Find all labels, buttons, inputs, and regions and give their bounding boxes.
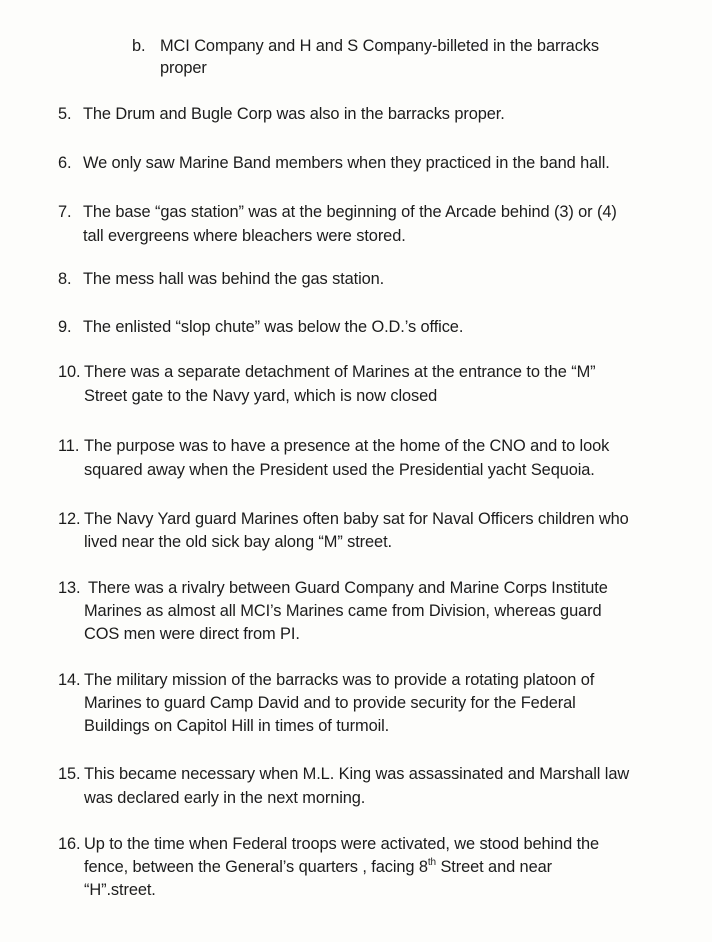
item-number: 8. <box>58 270 72 288</box>
item-line: There was a rivalry between Guard Company and Marine Corps Institute <box>88 579 608 597</box>
item-line: The military mission of the barracks was to provide a rotating platoon of <box>84 671 595 689</box>
item-line: COS men were direct from PI. <box>84 625 300 643</box>
item-number: 16. <box>58 835 81 853</box>
item-number: 15. <box>58 765 81 783</box>
item-line-tail: Street and near <box>436 858 552 876</box>
item-line: MCI Company and H and S Company-billeted in the barracks <box>160 37 599 55</box>
item-line: “H”.street. <box>84 881 156 899</box>
item-number: 10. <box>58 363 81 381</box>
item-number: 13. <box>58 579 81 597</box>
item-line: The Navy Yard guard Marines often baby sat for Naval Officers children who <box>84 510 629 528</box>
item-line: This became necessary when M.L. King was assassinated and Marshall law <box>84 765 630 783</box>
item-line: The Drum and Bugle Corp was also in the barracks proper. <box>83 105 505 123</box>
item-line: There was a separate detachment of Marines at the entrance to the “M” <box>84 363 596 381</box>
item-line: Marines to guard Camp David and to provide security for the Federal <box>84 694 576 712</box>
item-line: We only saw Marine Band members when they practiced in the band hall. <box>83 154 610 172</box>
item-line: was declared early in the next morning. <box>84 789 366 807</box>
item-line: The mess hall was behind the gas station. <box>83 270 385 288</box>
item-line: squared away when the President used the Presidential yacht Sequoia. <box>84 461 595 479</box>
item-number: 9. <box>58 318 72 336</box>
item-number: 5. <box>58 105 72 123</box>
item-number: 11. <box>58 437 80 455</box>
item-number: 6. <box>58 154 72 172</box>
item-line: tall evergreens where bleachers were stored. <box>83 227 406 245</box>
item-line-with-superscript <box>84 856 552 878</box>
item-line: proper <box>160 59 207 77</box>
item-line: The base “gas station” was at the beginning of the Arcade behind (3) or (4) <box>83 203 617 221</box>
item-number: b. <box>132 37 146 55</box>
item-line: lived near the old sick bay along “M” street. <box>84 533 392 551</box>
item-line: Buildings on Capitol Hill in times of turmoil. <box>84 717 390 735</box>
item-line: Street gate to the Navy yard, which is now closed <box>84 387 438 405</box>
item-line-text: fence, between the General’s quarters , facing 8 <box>84 858 428 876</box>
item-number: 7. <box>58 203 72 221</box>
ordinal-superscript: th <box>427 857 437 868</box>
item-line: The purpose was to have a presence at the home of the CNO and to look <box>84 437 610 455</box>
item-line: The enlisted “slop chute” was below the O.D.’s office. <box>83 318 464 336</box>
item-number: 14. <box>58 671 81 689</box>
item-line: Marines as almost all MCI’s Marines came from Division, whereas guard <box>84 602 602 620</box>
item-line: Up to the time when Federal troops were activated, we stood behind the <box>84 835 600 853</box>
item-number: 12. <box>58 510 81 528</box>
